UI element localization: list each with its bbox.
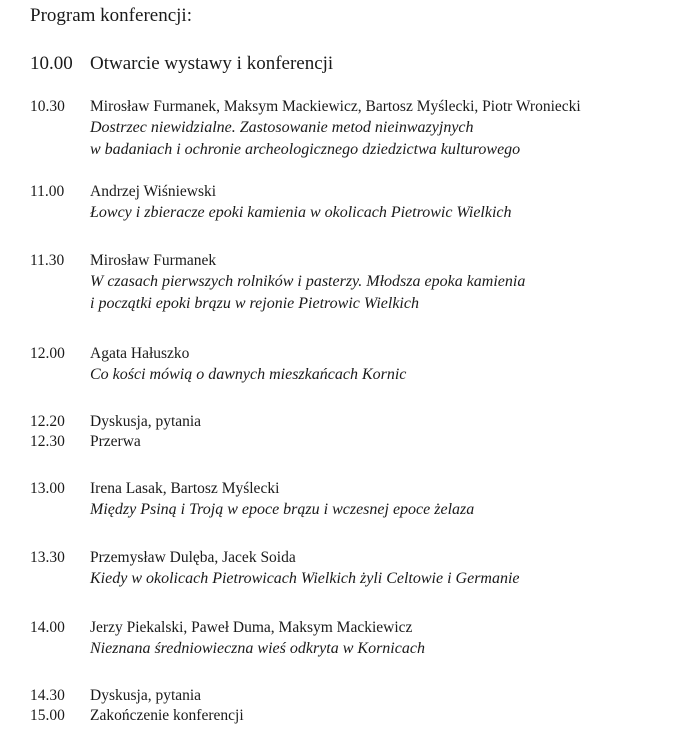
entry-time: 11.00 — [30, 183, 65, 200]
talk-title-line: Co kości mówią o dawnych mieszkańcach Kornic — [90, 366, 407, 383]
entry-title: Przerwa — [90, 433, 141, 450]
entry-authors: Mirosław Furmanek — [90, 252, 217, 269]
entry-time: 10.00 — [30, 53, 73, 74]
entry-authors: Irena Lasak, Bartosz Myślecki — [90, 480, 280, 497]
program-entry — [30, 548, 674, 590]
entry-title: Dyskusja, pytania — [90, 413, 202, 430]
entry-time: 12.30 — [30, 433, 65, 450]
entry-title: Dyskusja, pytania — [90, 687, 202, 704]
entry-authors: Agata Hałuszko — [90, 345, 190, 362]
entry-time: 13.00 — [30, 480, 65, 497]
program-entry — [30, 479, 674, 521]
talk-title-line: Nieznana średniowieczna wieś odkryta w Kornicach — [90, 640, 425, 657]
program-entry — [30, 618, 674, 660]
talk-title-line: Dostrzec niewidzialne. Zastosowanie metod nieinwazyjnych — [90, 119, 474, 136]
entry-talk-title — [90, 202, 674, 224]
program-entry — [30, 412, 674, 452]
entry-time: 14.00 — [30, 619, 65, 636]
entry-talk-title — [90, 499, 674, 521]
talk-title-line: Kiedy w okolicach Pietrowicach Wielkich żyli Celtowie i Germanie — [90, 570, 520, 587]
entry-talk-title — [90, 117, 674, 161]
talk-title-line: Łowcy i zbieracze epoki kamienia w okolicach Pietrowic Wielkich — [90, 204, 512, 221]
entry-time: 11.30 — [30, 252, 65, 269]
entry-talk-title — [90, 364, 674, 386]
talk-title-line: w badaniach i ochronie archeologicznego dziedzictwa kulturowego — [90, 141, 521, 158]
entry-time: 12.00 — [30, 345, 65, 362]
program-entry — [30, 686, 674, 726]
entry-time: 12.20 — [30, 413, 65, 430]
talk-title-line: W czasach pierwszych rolników i pasterzy. Młodsza epoka kamienia — [90, 273, 526, 290]
entry-time: 10.30 — [30, 98, 65, 115]
entry-talk-title — [90, 568, 674, 590]
entry-time: 15.00 — [30, 707, 65, 724]
program-entry — [30, 344, 674, 386]
page-title: Program konferencji: — [30, 5, 192, 26]
program-entry-opening — [30, 52, 674, 76]
entry-title: Zakończenie konferencji — [90, 707, 244, 724]
entry-time: 13.30 — [30, 549, 65, 566]
entry-time: 14.30 — [30, 687, 65, 704]
entry-authors: Mirosław Furmanek, Maksym Mackiewicz, Bartosz Myślecki, Piotr Wroniecki — [90, 98, 581, 115]
entry-talk-title — [90, 271, 674, 315]
entry-authors: Przemysław Dulęba, Jacek Soida — [90, 549, 296, 566]
talk-title-line: i początki epoki brązu w rejonie Pietrowic Wielkich — [90, 295, 419, 312]
entry-authors: Andrzej Wiśniewski — [90, 183, 217, 200]
program-entry — [30, 97, 674, 161]
entry-title: Otwarcie wystawy i konferencji — [90, 53, 334, 74]
entry-authors: Jerzy Piekalski, Paweł Duma, Maksym Mackiewicz — [90, 619, 413, 636]
entry-talk-title — [90, 638, 674, 660]
talk-title-line: Między Psiną i Troją w epoce brązu i wczesnej epoce żelaza — [90, 501, 475, 518]
program-entry — [30, 182, 674, 224]
program-entry — [30, 251, 674, 315]
